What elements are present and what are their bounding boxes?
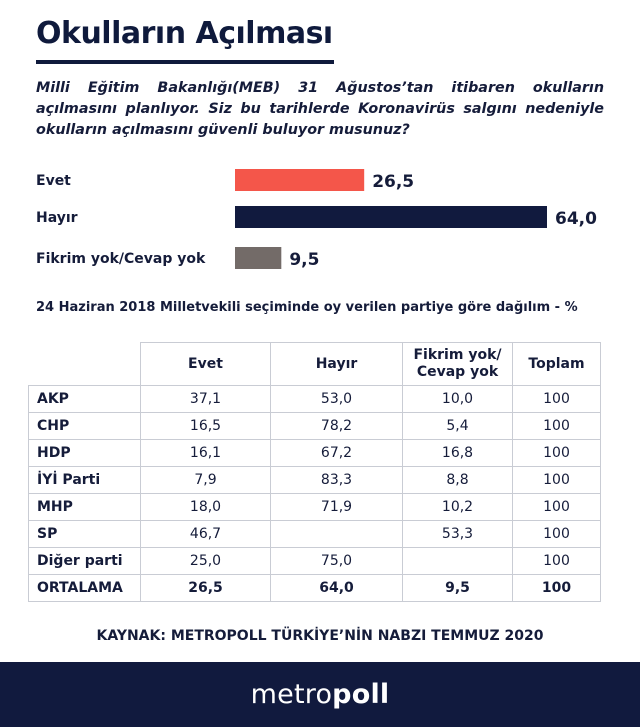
table-row	[29, 413, 601, 440]
table-row	[29, 521, 601, 548]
cell-toplam: 100	[513, 548, 601, 575]
row-party: AKP	[29, 386, 141, 413]
cell-fikrim-yok: 10,2	[403, 494, 513, 521]
bar	[235, 247, 281, 269]
cell-toplam: 100	[513, 440, 601, 467]
survey-question: Milli Eğitim Bakanlığı(MEB) 31 Ağustos’tan itibaren okulların açılmasını planlıyor. Siz bu tarihlerde Koronavirüs salgını nedeniyle okulların açılmasını güvenli buluyor musunuz?	[36, 80, 604, 138]
table-row	[29, 440, 601, 467]
bar	[235, 169, 364, 191]
cell-hayir: 67,2	[271, 440, 403, 467]
table-subtitle: 24 Haziran 2018 Milletvekili seçiminde oy verilen partiye göre dağılım - %	[36, 300, 578, 315]
response-bar-chart	[0, 160, 640, 280]
cell-hayir: 75,0	[271, 548, 403, 575]
header-blank-cell	[29, 343, 141, 386]
row-party: CHP	[29, 413, 141, 440]
cell-evet: 37,1	[141, 386, 271, 413]
cell-fikrim-yok: 10,0	[403, 386, 513, 413]
cell-hayir: 71,9	[271, 494, 403, 521]
table-average-row	[29, 575, 601, 602]
cell-toplam: 100	[513, 467, 601, 494]
table-row	[29, 467, 601, 494]
logo-text-bold: poll	[332, 679, 390, 710]
row-party: Diğer parti	[29, 548, 141, 575]
cell-toplam: 100	[513, 413, 601, 440]
cell-fikrim-yok: 9,5	[403, 575, 513, 602]
table-row	[29, 494, 601, 521]
header-evet: Evet	[141, 343, 271, 386]
cell-evet: 16,5	[141, 413, 271, 440]
cell-hayir: 53,0	[271, 386, 403, 413]
cell-fikrim-yok	[403, 548, 513, 575]
row-party: SP	[29, 521, 141, 548]
header-hayir: Hayır	[271, 343, 403, 386]
title-underline	[36, 60, 334, 64]
page-title: Okulların Açılması	[36, 16, 333, 51]
cell-toplam: 100	[513, 386, 601, 413]
header-fikrim-yok: Fikrim yok/ Cevap yok	[403, 343, 513, 386]
cell-toplam: 100	[513, 575, 601, 602]
category-label: Fikrim yok/Cevap yok	[36, 251, 206, 267]
cell-hayir	[271, 521, 403, 548]
cell-fikrim-yok: 8,8	[403, 467, 513, 494]
cell-hayir: 78,2	[271, 413, 403, 440]
footer-bar	[0, 662, 640, 727]
value-label: 64,0	[555, 209, 597, 229]
cell-hayir: 83,3	[271, 467, 403, 494]
metropoll-logo	[251, 679, 390, 710]
header-toplam: Toplam	[513, 343, 601, 386]
cell-hayir: 64,0	[271, 575, 403, 602]
cell-evet: 46,7	[141, 521, 271, 548]
cell-toplam: 100	[513, 494, 601, 521]
cell-toplam: 100	[513, 521, 601, 548]
table-row	[29, 386, 601, 413]
value-label: 9,5	[289, 250, 320, 270]
cell-evet: 25,0	[141, 548, 271, 575]
cell-fikrim-yok: 16,8	[403, 440, 513, 467]
cell-evet: 7,9	[141, 467, 271, 494]
row-party: HDP	[29, 440, 141, 467]
cell-evet: 18,0	[141, 494, 271, 521]
value-label: 26,5	[372, 172, 415, 192]
logo-text-light: metro	[250, 679, 333, 710]
cell-evet: 26,5	[141, 575, 271, 602]
row-party: MHP	[29, 494, 141, 521]
cell-fikrim-yok: 5,4	[403, 413, 513, 440]
bar	[235, 206, 547, 228]
table-header-row	[29, 343, 601, 386]
table-row	[29, 548, 601, 575]
cell-fikrim-yok: 53,3	[403, 521, 513, 548]
cell-evet: 16,1	[141, 440, 271, 467]
row-party: İYİ Parti	[29, 467, 141, 494]
category-label: Evet	[36, 173, 71, 189]
row-party: ORTALAMA	[29, 575, 141, 602]
party-breakdown-table	[28, 342, 601, 602]
category-label: Hayır	[36, 210, 78, 226]
source-note: KAYNAK: METROPOLL TÜRKİYE’NİN NABZI TEMMUZ 2020	[96, 628, 544, 644]
